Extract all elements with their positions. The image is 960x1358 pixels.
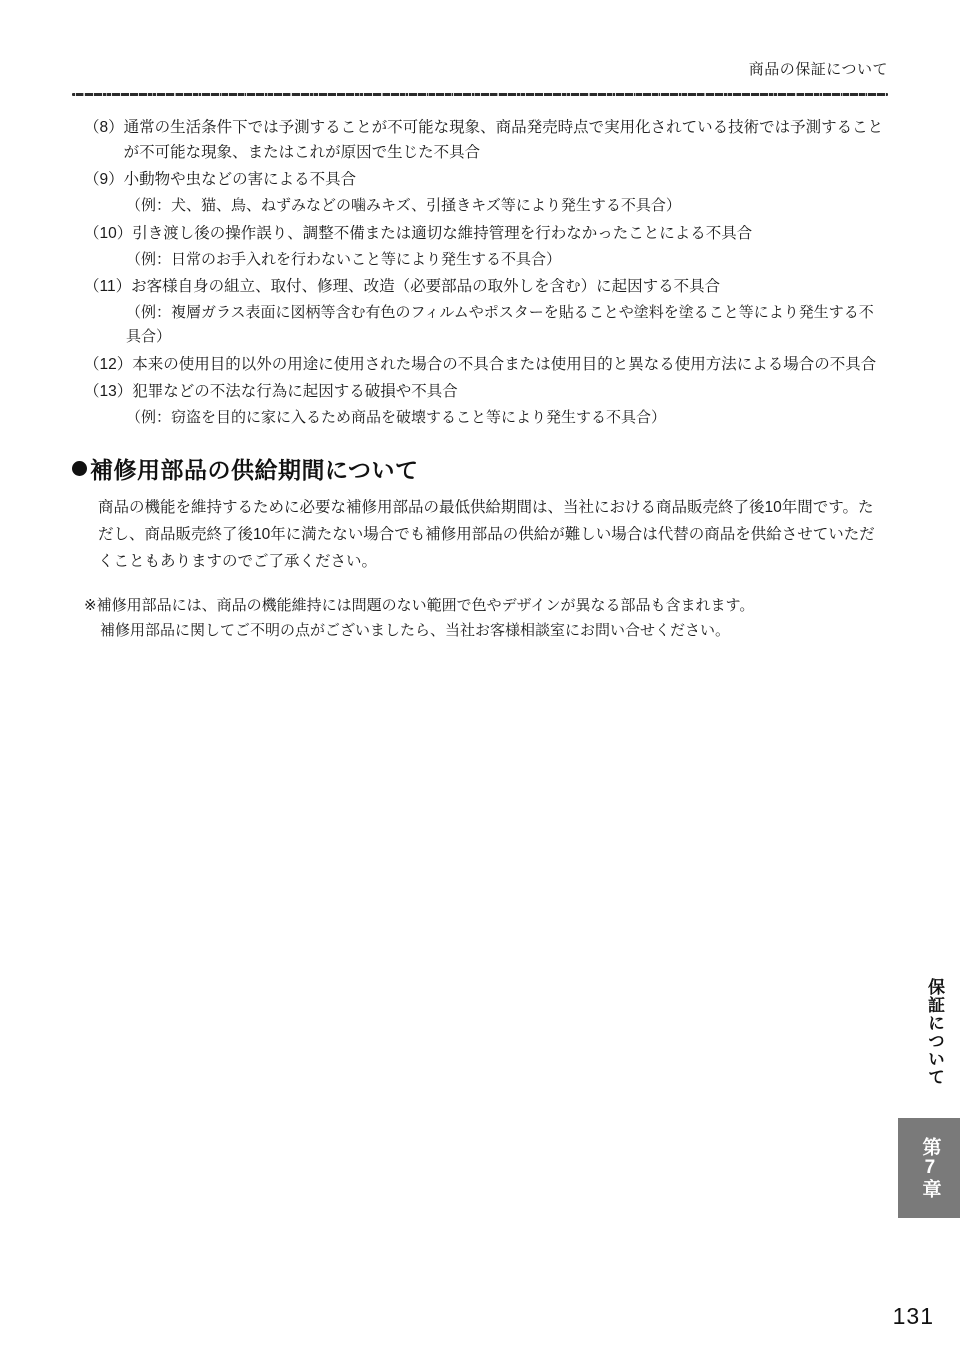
side-tab-chapter-title: 保証について <box>925 978 944 1086</box>
list-item-text: 引き渡し後の操作誤り、調整不備または適切な維持管理を行わなかったことによる不具合 <box>132 224 753 242</box>
list-item-example: （例：日常のお手入れを行わないこと等により発生する不具合） <box>126 250 562 268</box>
list-item <box>84 352 884 377</box>
list-item-text: 本来の使用目的以外の用途に使用された場合の不具合または使用目的と異なる使用方法による場合の不具合 <box>132 355 877 373</box>
section-heading <box>72 452 884 485</box>
page-content <box>84 115 884 644</box>
section-note <box>84 593 884 643</box>
section-body-paragraph: 商品の機能を維持するために必要な補修用部品の最低供給期間は、当社における商品販売終了後10年間です。ただし、商品販売終了後10年に満たない場合でも補修用部品の供給が難しい場合は代替の商品を供給させていただくこともありますのでご了承ください。 <box>98 499 875 570</box>
page-number: 131 <box>892 1303 934 1329</box>
side-tab-chapter-number <box>898 1118 960 1218</box>
list-item <box>84 115 884 165</box>
list-item-text: 犯罪などの不法な行為に起因する破損や不具合 <box>132 382 458 400</box>
list-item <box>84 274 884 299</box>
list-item-text: お客様自身の組立、取付、修理、改造（必要部品の取外しを含む）に起因する不具合 <box>131 278 721 296</box>
list-item-example: （例：窃盗を目的に家に入るため商品を破壊すること等により発生する不具合） <box>126 408 667 426</box>
list-item-example: （例：複層ガラス表面に図柄等含む有色のフィルムやポスターを貼ることや塗料を塗ること等により発生する不具合） <box>126 304 874 346</box>
list-item-text: 小動物や虫などの害による不具合 <box>123 171 357 189</box>
note-line-2: 補修用部品に関してご不明の点がございましたら、当社お客様相談室にお問い合せください。 <box>100 622 731 640</box>
list-item <box>84 167 884 192</box>
divider-texture <box>72 92 888 97</box>
filled-circle-bullet-icon <box>72 461 87 476</box>
list-item-number: （9） <box>84 171 124 189</box>
list-item-number: （10） <box>84 224 133 242</box>
section-title: 補修用部品の供給期間について <box>90 457 419 484</box>
list-item-number: （8） <box>84 119 124 136</box>
list-item <box>84 379 884 404</box>
running-header: 商品の保証について <box>748 61 888 78</box>
list-item <box>84 221 884 246</box>
list-item-number: （13） <box>84 382 133 400</box>
side-tab-chapter-number-label: 第7章 <box>919 1137 941 1199</box>
list-item-example: （例：犬、猫、鳥、ねずみなどの噛みキズ、引掻きキズ等により発生する不具合） <box>126 197 681 215</box>
list-item-text: 通常の生活条件下では予測することが不可能な現象、商品発売時点で実用化されている技術では予測することが不可能な現象、またはこれが原因で生じた不具合 <box>123 119 884 162</box>
list-item-number: （11） <box>84 278 132 296</box>
note-line-1: ※補修用部品には、商品の機能維持には問題のない範囲で色やデザインが異なる部品も含まれます。 <box>84 597 755 615</box>
header-divider-rule <box>72 92 888 97</box>
list-item-number: （12） <box>84 355 133 373</box>
